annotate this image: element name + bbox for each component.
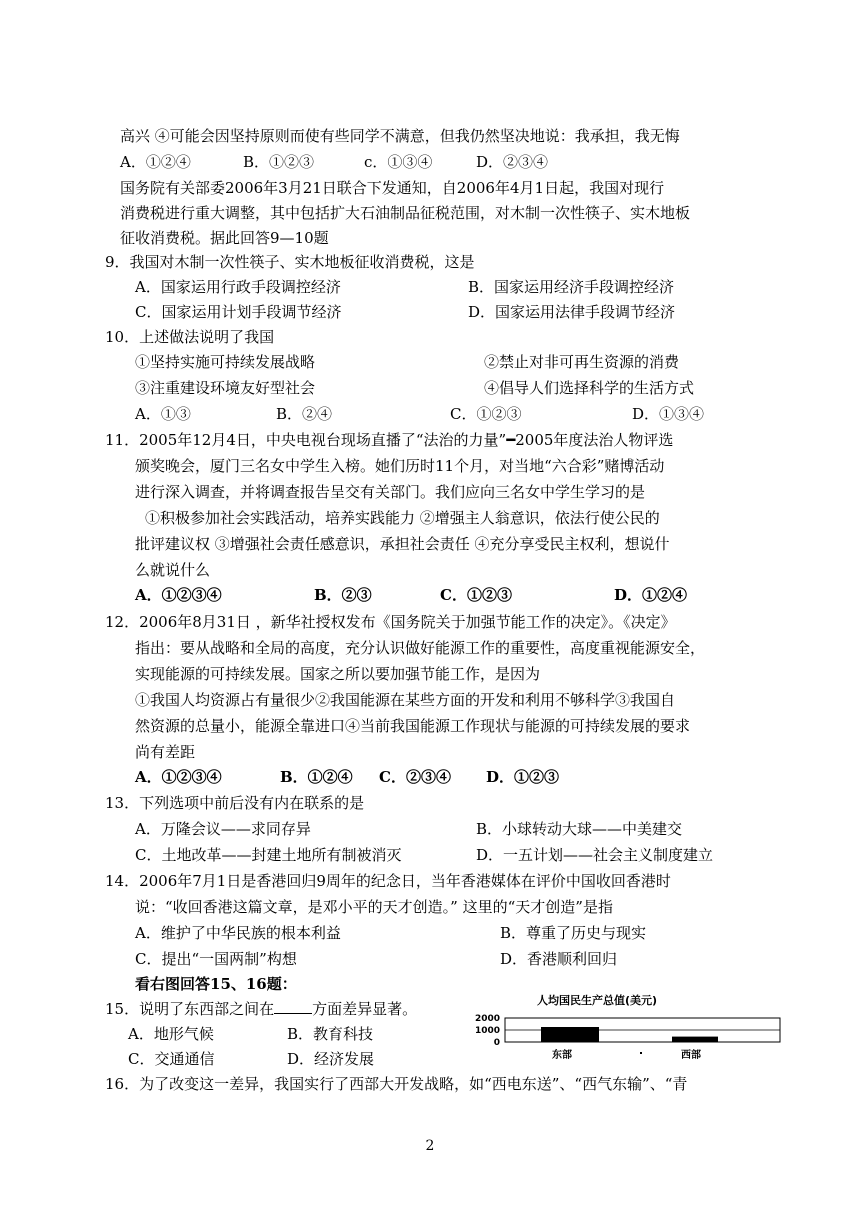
q14-option-a: A．维护了中华民族的根本利益 bbox=[135, 924, 341, 942]
question-11-line: 11．2005年12月4日，中央电视台现场直播了“法治的力量”━2005年度法治人物评选 bbox=[105, 431, 674, 449]
q12-option-a: A．①②③④ bbox=[135, 768, 222, 786]
q10-statement-3: ③注重建设环境友好型社会 bbox=[135, 379, 316, 397]
q15-stem-post: 方面差异显著。 bbox=[312, 1000, 418, 1018]
y-tick-label: 1000 bbox=[474, 1026, 500, 1036]
bar-east bbox=[541, 1027, 599, 1042]
question-12-line: 指出：要从战略和全局的高度，充分认识做好能源工作的重要性，高度重视能源安全， bbox=[135, 639, 706, 657]
question-12-line: 实现能源的可持续发展。国家之所以要加强节能工作，是因为 bbox=[135, 665, 541, 683]
q10-option-c: C．①②③ bbox=[450, 405, 522, 423]
question-11-line: 颁奖晚会，厦门三名女中学生入榜。她们历时11个月，对当地“六合彩”赌博活动 bbox=[135, 457, 665, 475]
question-13-stem: 13．下列选项中前后没有内在联系的是 bbox=[105, 794, 365, 812]
question-12-line: 12．2006年8月31日 ，新华社授权发布《国务院关于加强节能工作的决定》。《决定》 bbox=[105, 613, 676, 631]
q15-stem-pre: 15．说明了东西部之间在 bbox=[105, 1000, 275, 1018]
q12-option-c: C．②③④ bbox=[379, 768, 451, 786]
intro-option-d: D．②③④ bbox=[476, 153, 549, 171]
q13-option-c: C．土地改革——封建土地所有制被消灭 bbox=[135, 846, 402, 864]
q12-option-b: B．①②④ bbox=[280, 768, 353, 786]
q11-option-d: D．①②④ bbox=[614, 586, 688, 604]
page-number: 2 bbox=[425, 1138, 435, 1154]
q10-option-d: D．①③④ bbox=[632, 405, 705, 423]
passage-line: 消费税进行重大调整，其中包括扩大石油制品征税范围，对木制一次性筷子、实木地板 bbox=[120, 204, 691, 222]
q10-statement-2: ②禁止对非可再生资源的消费 bbox=[484, 353, 680, 371]
x-category-label: 西部 bbox=[681, 1050, 701, 1061]
question-11-line: ①积极参加社会实践活动，培养实践能力 ②增强主人翁意识，依法行使公民的 bbox=[145, 509, 660, 527]
q15-option-c: C．交通通信 bbox=[128, 1050, 215, 1068]
chart-title: 人均国民生产总值(美元) bbox=[537, 994, 658, 1007]
question-15-stem bbox=[105, 997, 417, 1021]
q13-option-d: D．一五计划——社会主义制度建立 bbox=[476, 846, 714, 864]
question-12-line: 然资源的总量小，能源全靠进口④当前我国能源工作现状与能源的可持续发展的要求 bbox=[135, 717, 691, 735]
question-12-line: 尚有差距 bbox=[135, 743, 196, 761]
question-10-stem: 10．上述做法说明了我国 bbox=[105, 328, 275, 346]
q12-option-d: D．①②③ bbox=[486, 768, 560, 786]
q10-option-b: B．②④ bbox=[276, 405, 333, 423]
q14-option-c: C．提出“一国两制”构想 bbox=[135, 950, 297, 968]
x-category-label: 东部 bbox=[552, 1050, 572, 1061]
intro-tail-line: 高兴 ④可能会因坚持原则而使有些同学不满意，但我仍然坚决地说：我承担，我无悔 bbox=[120, 127, 680, 145]
question-12-line: ①我国人均资源占有量很少②我国能源在某些方面的开发和利用不够科学③我国自 bbox=[135, 691, 676, 709]
q15-option-a: A．地形气候 bbox=[128, 1025, 214, 1043]
q9-option-b: B．国家运用经济手段调控经济 bbox=[468, 278, 675, 296]
see-chart-instruction: 看右图回答15、16题： bbox=[135, 975, 297, 993]
passage-line: 国务院有关部委2006年3月21日联合下发通知，自2006年4月1日起，我国对现行 bbox=[120, 179, 665, 197]
q9-option-a: A．国家运用行政手段调控经济 bbox=[135, 278, 341, 296]
intro-option-c: c．①③④ bbox=[364, 153, 433, 171]
q10-statement-4: ④倡导人们选择科学的生活方式 bbox=[484, 379, 695, 397]
question-11-line: 么就说什么 bbox=[135, 561, 211, 579]
intro-option-b: B．①②③ bbox=[243, 153, 315, 171]
question-9-stem: 9．我国对木制一次性筷子、实木地板征收消费税，这是 bbox=[105, 253, 475, 271]
intro-option-a: A．①②④ bbox=[120, 153, 191, 171]
q15-option-b: B．教育科技 bbox=[287, 1025, 374, 1043]
gnp-per-capita-chart bbox=[455, 990, 785, 1070]
question-14-line: 说：“收回香港这篇文章，是邓小平的天才创造。” 这里的“天才创造”是指 bbox=[135, 898, 613, 916]
q13-option-a: A．万隆会议——求同存异 bbox=[135, 820, 311, 838]
q11-option-c: C．①②③ bbox=[440, 586, 512, 604]
answer-blank bbox=[274, 998, 312, 1014]
q11-option-a: A．①②③④ bbox=[135, 586, 222, 604]
q14-option-b: B．尊重了历史与现实 bbox=[500, 924, 647, 942]
q15-option-d: D．经济发展 bbox=[287, 1050, 375, 1068]
passage-line: 征收消费税。据此回答9—10题 bbox=[120, 229, 329, 247]
question-11-line: 进行深入调查，并将调查报告呈交有关部门。我们应向三名女中学生学习的是 bbox=[135, 483, 646, 501]
question-11-line: 批评建议权 ③增强社会责任感意识，承担社会责任 ④充分享受民主权利，想说什 bbox=[135, 535, 670, 553]
y-tick-label: 0 bbox=[493, 1038, 500, 1048]
q10-statement-1: ①坚持实施可持续发展战略 bbox=[135, 353, 316, 371]
dot-mark bbox=[640, 1052, 642, 1054]
bar-west bbox=[672, 1037, 718, 1042]
q14-option-d: D．香港顺利回归 bbox=[500, 950, 618, 968]
q13-option-b: B．小球转动大球——中美建交 bbox=[476, 820, 683, 838]
q9-option-c: C．国家运用计划手段调节经济 bbox=[135, 303, 342, 321]
q9-option-d: D．国家运用法律手段调节经济 bbox=[468, 303, 676, 321]
question-16-line: 16．为了改变这一差异，我国实行了西部大开发战略，如“西电东送”、“西气东输”、“青 bbox=[105, 1075, 688, 1093]
question-14-line: 14．2006年7月1日是香港回归9周年的纪念日，当年香港媒体在评价中国收回香港时 bbox=[105, 872, 671, 890]
q10-option-a: A．①③ bbox=[135, 405, 191, 423]
q11-option-b: B．②③ bbox=[314, 586, 372, 604]
y-tick-label: 2000 bbox=[474, 1014, 500, 1024]
